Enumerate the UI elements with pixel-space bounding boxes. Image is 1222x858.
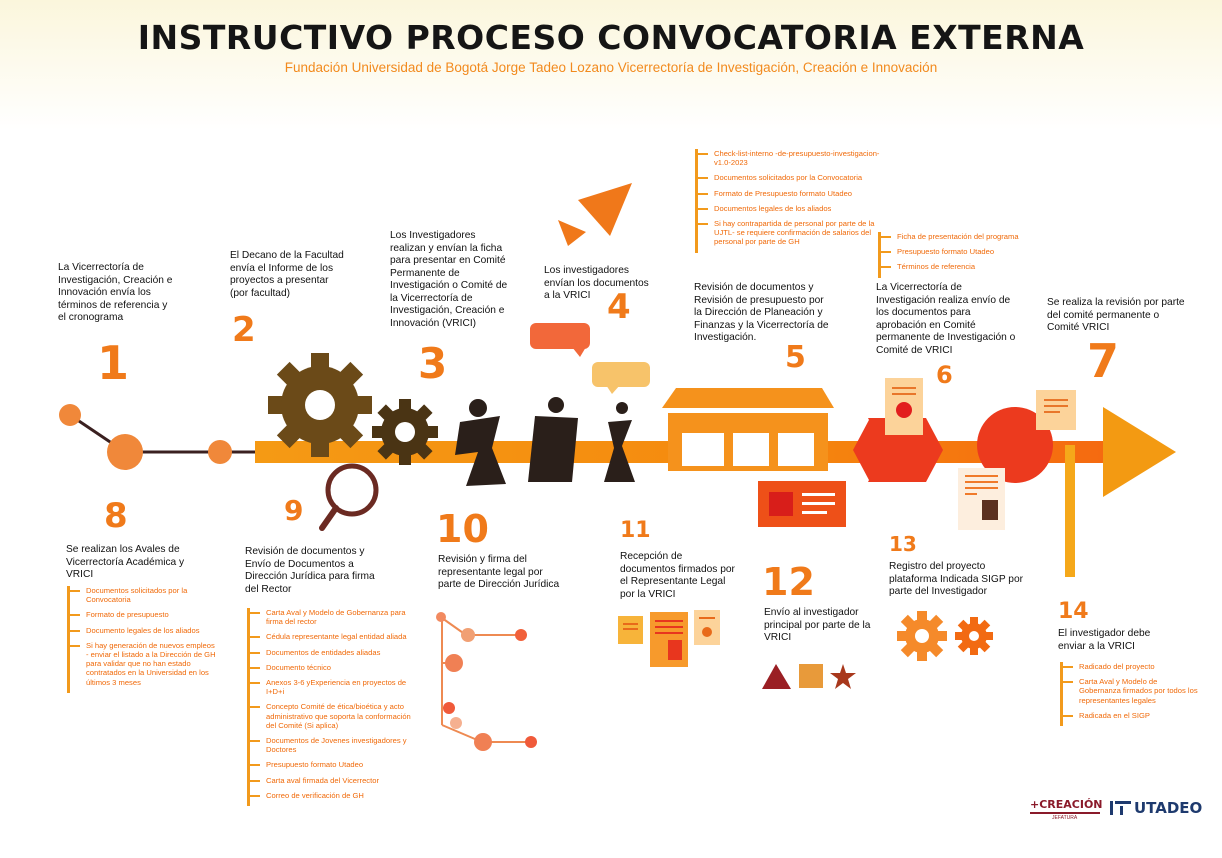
step-4-text: Los investigadores envían los documentos a la VRICI	[544, 265, 649, 301]
step-8-number: 8	[104, 496, 128, 536]
step-5-number: 5	[785, 340, 806, 375]
list-item: Documento legales de los aliados	[86, 626, 216, 635]
list-item: Carta Aval y Modelo de Gobernanza para firma del rector	[266, 608, 416, 626]
list-item: Cédula representante legal entidad aliada	[266, 632, 416, 641]
step-11-number: 11	[620, 518, 651, 543]
step-14-number: 14	[1058, 599, 1089, 624]
square-icon	[799, 664, 823, 688]
step-9-list	[247, 608, 416, 806]
building-icon	[662, 388, 834, 471]
magnifier-icon	[322, 466, 376, 528]
page-subtitle: Fundación Universidad de Bogotá Jorge Tadeo Lozano Vicerrectoría de Investigación, Creación e Innovación	[284, 60, 938, 75]
step-14-list	[1060, 662, 1199, 726]
step-5-text: Revisión de documentos y Revisión de presupuesto por la Dirección de Planeación y Finanzas y la Vicerrectoría de Investigación.	[694, 282, 829, 343]
step-3-number: 3	[418, 339, 448, 388]
step-10-number: 10	[436, 507, 489, 551]
list-item: Carta Aval y Modelo de Gobernanza firmados por todos los representantes legales	[1079, 677, 1198, 705]
step-6-list	[878, 232, 1047, 278]
list-item: Presupuesto formato Utadeo	[897, 247, 1047, 256]
utadeo-logo-mark	[1110, 801, 1131, 815]
gear-icon	[268, 353, 372, 457]
step-8-list	[67, 586, 216, 693]
step-3-text: Los Investigadores realizan y envían la ficha para presentar en Comité Permanente de Investigación o Comité de la Vicerrectoría de Investigación, Creación e Innovación (VRICI)	[390, 230, 508, 329]
list-item: Radicado del proyecto	[1079, 662, 1199, 671]
step-2-text: El Decano de la Facultad envía el Informe de los proyectos a presentar (por facultad)	[230, 250, 344, 299]
speech-bubble-icon	[530, 323, 590, 357]
gear-icon	[897, 611, 947, 661]
list-item: Anexos 3-6 yExperiencia en proyectos de I+D+i	[266, 678, 416, 696]
page-title: INSTRUCTIVO PROCESO CONVOCATORIA EXTERNA	[137, 18, 1085, 57]
creacion-logo-text: +CREACIÓN	[1030, 798, 1103, 811]
paper-plane-icon	[558, 183, 632, 246]
step-11-text: Recepción de documentos firmados por el Representante Legal por la VRICI	[620, 551, 735, 600]
step-7-text: Se realiza la revisión por parte del comité permanente o Comité VRICI	[1047, 297, 1185, 333]
document-icon	[758, 481, 846, 527]
gear-icon	[955, 617, 993, 655]
list-item: Formato de Presupuesto formato Utadeo	[714, 189, 884, 198]
step-1-text: La Vicerrectoría de Investigación, Creación e Innovación envía los términos de referencia y el cronograma	[58, 262, 173, 323]
step-9-text: Revisión de documentos y Envío de Documentos a Dirección Jurídica para firma del Rector	[245, 546, 375, 595]
list-item: Check-list-interno -de-presupuesto-investigacion-v1.0-2023	[714, 149, 884, 167]
list-item: Documentos legales de los aliados	[714, 204, 884, 213]
step-2-number: 2	[232, 310, 256, 350]
creacion-logo-sub: JEFATURA	[1052, 815, 1078, 821]
list-item: Radicada en el SIGP	[1079, 711, 1199, 720]
triangle-icon	[762, 664, 791, 689]
person-icon	[528, 397, 578, 482]
step-10-text: Revisión y firma del representante legal por parte de Dirección Jurídica	[438, 554, 560, 590]
step-13-number: 13	[889, 532, 917, 556]
document-icon	[885, 378, 923, 435]
step-6-text: La Vicerrectoría de Investigación realiza envío de los documentos para aprobación en Comité permanente de Investigación o Comité de VRICI	[876, 282, 1016, 356]
branch-graphic	[436, 612, 537, 751]
list-item: Documentos solicitados por la Convocatoria	[86, 586, 216, 604]
list-item: Documentos de entidades aliadas	[266, 648, 416, 657]
utadeo-logo-text: UTADEO	[1134, 799, 1203, 817]
step-1-number: 1	[97, 336, 130, 390]
step-7-number: 7	[1087, 334, 1120, 388]
step-12-text: Envío al investigador principal por parte de la VRICI	[764, 607, 871, 643]
timeline-bar	[1065, 445, 1075, 577]
list-item: Documentos de Jovenes investigadores y Doctores	[266, 736, 416, 754]
list-item: Términos de referencia	[897, 262, 1047, 271]
list-item: Ficha de presentación del programa	[897, 232, 1047, 241]
step-14-text: El investigador debe enviar a la VRICI	[1058, 628, 1151, 652]
step-12-number: 12	[762, 560, 815, 604]
creacion-logo	[1030, 812, 1100, 814]
step-9-number: 9	[284, 494, 304, 527]
list-item: Documentos solicitados por la Convocatoria	[714, 173, 884, 182]
speech-bubble-icon	[592, 362, 650, 394]
step-8-text: Se realizan los Avales de Vicerrectoría Académica y VRICI	[66, 544, 185, 580]
list-item: Formato de presupuesto	[86, 610, 216, 619]
document-icon	[618, 610, 720, 667]
list-item: Presupuesto formato Utadeo	[266, 760, 416, 769]
list-item: Documento técnico	[266, 663, 416, 672]
step-4-number: 4	[607, 287, 631, 327]
gear-icon	[372, 399, 438, 465]
list-item: Concepto Comité de ética/bioética y acto administrativo que soporta la conformación del Comité (Si aplica)	[266, 702, 416, 730]
list-item: Correo de verificación de GH	[266, 791, 416, 800]
step-5-list	[695, 149, 884, 253]
timeline-line	[59, 404, 262, 470]
star-icon	[830, 664, 856, 689]
step-13-text: Registro del proyecto plataforma Indicada SIGP por parte del Investigador	[889, 561, 1024, 597]
step-6-number: 6	[936, 361, 953, 389]
list-item: Si hay generación de nuevos empleos - enviar el listado a la Dirección de GH para validar que no han estado contratados en la Universidad en los últimos 3 meses	[86, 640, 216, 687]
list-item: Carta aval firmada del Vicerrector	[266, 776, 416, 785]
list-item: Si hay contrapartida de personal por parte de la UJTL- se requiere confirmación de salarios del personal por parte de GH	[714, 219, 884, 247]
